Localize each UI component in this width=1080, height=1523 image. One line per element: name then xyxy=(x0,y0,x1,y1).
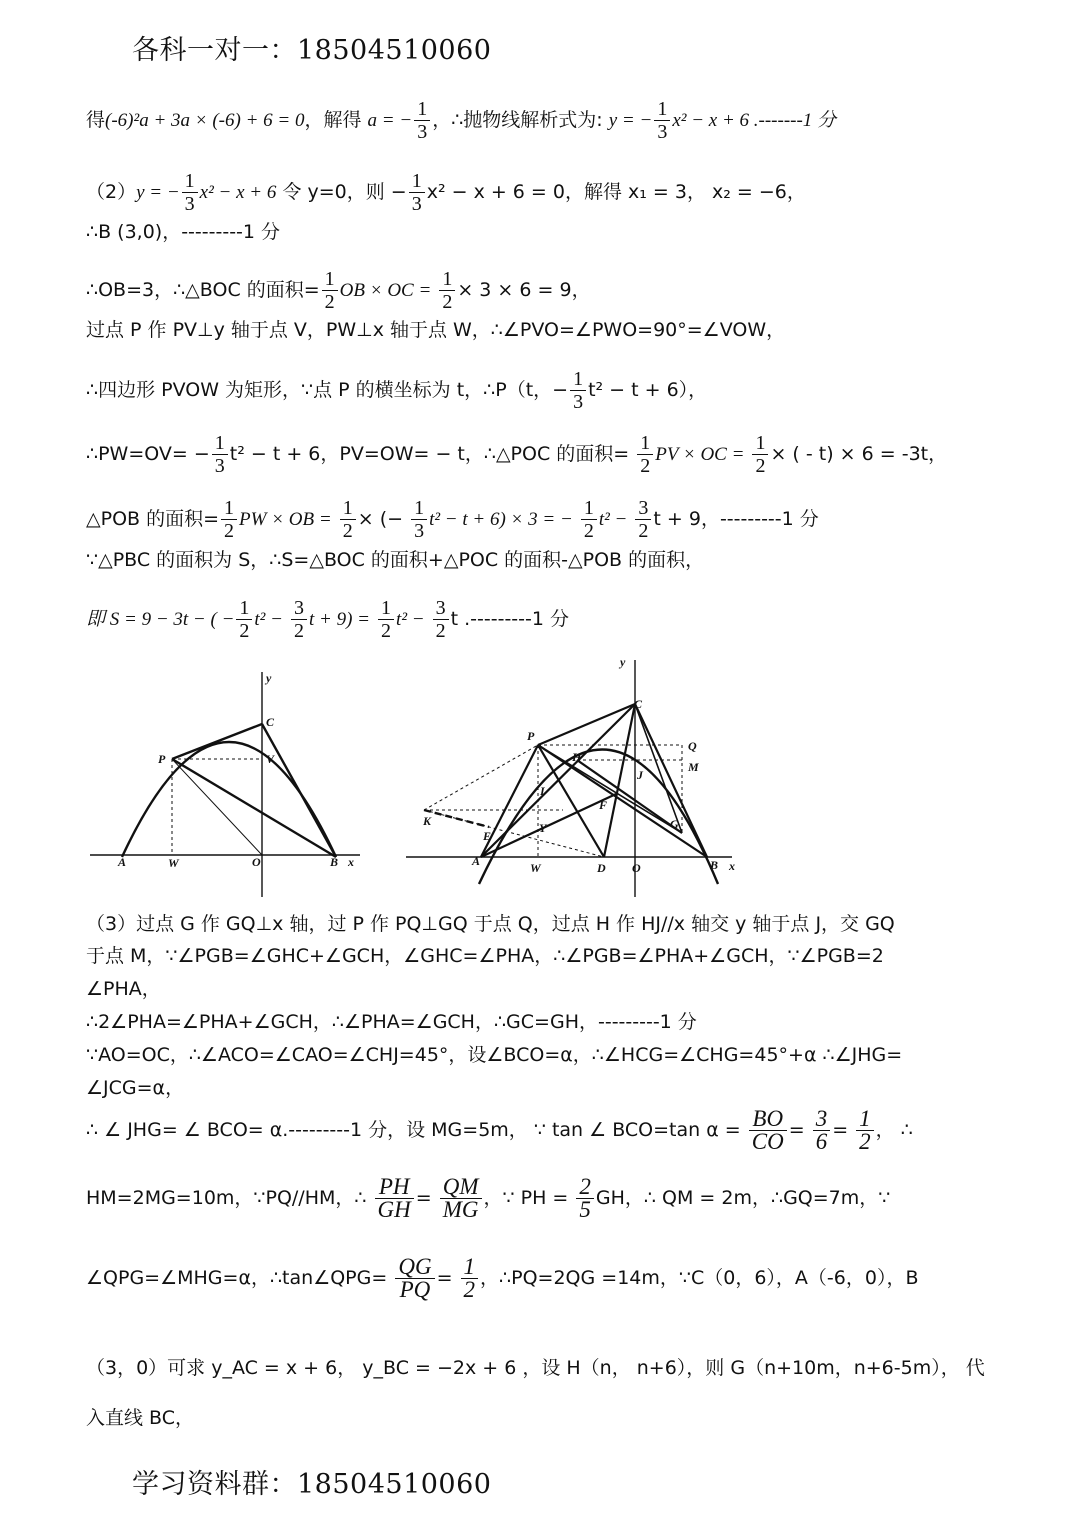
fig2-segment-af xyxy=(481,794,616,857)
fig2-label-f: F xyxy=(599,798,608,812)
fig2-label-w: W xyxy=(530,861,541,875)
fig1-label-b: B xyxy=(330,855,339,869)
fig1-label-w: W xyxy=(168,856,179,870)
fig2-label-h: H xyxy=(572,750,582,764)
fig1-label-y: y xyxy=(266,671,272,685)
fig2-label-g: G xyxy=(670,817,679,831)
fig1-segment-po xyxy=(172,759,262,855)
part3-line-10: （3，0）可求 y_AC = x + 6， y_BC = −2x + 6 ，设 H（n， n+6），则 G（n+10m，n+6-5m）， 代 xyxy=(86,1357,985,1379)
fig1-label-p: P xyxy=(158,752,166,766)
fig1-segment-cb xyxy=(262,724,336,857)
solution-line-3: ∴B (3,0)，---------1 分 xyxy=(86,221,281,243)
solution-line-1: 得(-6)²a + 3a × (-6) + 6 = 0，解得 a = − $\frac{1}{3}$ ，∴抛物线解析式为: y = − $\frac{1}{3}$ x² − x + 6 .-------1 分 xyxy=(86,98,837,143)
fig1-label-a: A xyxy=(118,855,127,869)
fig2-label-p: P xyxy=(527,729,535,743)
figure-2 xyxy=(406,660,732,897)
fig2-label-a: A xyxy=(472,854,481,868)
fig2-label-m: M xyxy=(688,760,699,774)
solution-line-10: 即 S = 9 − 3t − ( − $\frac{1}{2}$ t² − $\frac{3}{2}$ t + 9) = $\frac{1}{2}$ t² − $\frac{3}{2}$ t .---------1 分 xyxy=(86,597,570,642)
solution-line-7: ∴PW=OV= − $\frac{1}{3}$ t² − t + 6，PV=OW= − t，∴△POC 的面积= $\frac{1}{2}$ PV × OC = $\frac{1}{2}$ × ( - t) × 6 = -3t， xyxy=(86,432,948,477)
fig2-label-y-point: Y xyxy=(539,821,547,835)
part3-line-11: 入直线 BC， xyxy=(86,1407,195,1429)
fig2-label-d: D xyxy=(597,861,606,875)
fig2-segment-ke xyxy=(424,810,489,827)
part3-line-7: ∴ ∠ JHG= ∠ BCO= α.---------1 分，设 MG=5m， ∵ tan ∠ BCO=tan α = $\frac{BO}{CO}$ = $\frac{3}{6}$ = $\frac{1}{2}$ ， ∴ xyxy=(86,1106,913,1154)
fig2-label-i: I xyxy=(540,784,545,798)
fig2-segment-cd xyxy=(604,704,635,857)
footer-contact-bottom: 学习资料群：18504510060 xyxy=(132,1469,492,1500)
part3-line-3: ∠PHA， xyxy=(86,978,161,1000)
fig1-label-c: C xyxy=(266,715,275,729)
solution-line-2: （2）y = − $\frac{1}{3}$ x² − x + 6 令 y=0，则 − $\frac{1}{3}$ x² − x + 6 = 0，解得 x₁ = 3， x₂ = −6， xyxy=(86,170,806,215)
part3-line-9: ∠QPG=∠MHG=α，∴tan∠QPG= $\frac{QG}{PQ}$ = $\frac{1}{2}$ ，∴PQ=2QG =14m，∵C（0，6），A（-6，0），B xyxy=(86,1254,919,1302)
part3-line-4: ∴2∠PHA=∠PHA+∠GCH，∴∠PHA=∠GCH，∴GC=GH，---------1 分 xyxy=(86,1011,697,1033)
solution-line-9: ∵△PBC 的面积为 S，∴S=△BOC 的面积+△POC 的面积-△POB 的面积， xyxy=(86,549,705,571)
fig1-label-o: O xyxy=(252,855,261,869)
part3-line-8: HM=2MG=10m，∵PQ//HM，∴ $\frac{PH}{GH}$ = $\frac{QM}{MG}$ ，∵ PH = $\frac{2}{5}$ GH，∴ QM = 2m，∴GQ=7m，∵ xyxy=(86,1174,891,1222)
solution-line-4: ∴OB=3，∴△BOC 的面积= $\frac{1}{2}$ OB × OC = $\frac{1}{2}$ × 3 × 6 = 9， xyxy=(86,268,591,313)
fig1-label-x: x xyxy=(348,855,354,869)
solution-line-8: △POB 的面积= $\frac{1}{2}$ PW × OB = $\frac{1}{2}$ × (− $\frac{1}{3}$ t² − t + 6) × 3 = − $\frac{1}{2}$ t² − $\frac{3}{2}$ t + 9，---------1 分 xyxy=(86,497,819,542)
fig2-label-k: K xyxy=(423,814,432,828)
fig2-label-q: Q xyxy=(688,739,697,753)
geometry-figures xyxy=(84,652,754,902)
fig2-label-y: y xyxy=(620,655,626,669)
figure-1 xyxy=(90,672,360,897)
fig2-label-e: E xyxy=(483,829,492,843)
part3-line-1: （3）过点 G 作 GQ⊥x 轴，过 P 作 PQ⊥GQ 于点 Q，过点 H 作 HJ//x 轴交 y 轴于点 J，交 GQ xyxy=(86,913,895,935)
fig2-segment-pd-thin xyxy=(538,745,604,857)
header-contact-top: 各科一对一：18504510060 xyxy=(132,35,492,66)
solution-line-5: 过点 P 作 PV⊥y 轴于点 V，PW⊥x 轴于点 W，∴∠PVO=∠PWO=90°=∠VOW， xyxy=(86,319,786,341)
part3-line-2: 于点 M，∵∠PGB=∠GHC+∠GCH，∠GHC=∠PHA，∴∠PGB=∠PHA+∠GCH，∵∠PGB=2 xyxy=(86,945,884,967)
fig2-segment-pc xyxy=(538,704,635,745)
fig2-label-x: x xyxy=(729,859,735,873)
fig1-label-v: V xyxy=(266,752,275,766)
fig1-segment-pc xyxy=(172,724,262,759)
part3-line-5: ∵AO=OC，∴∠ACO=∠CAO=∠CHJ=45°，设∠BCO=α，∴∠HCG=∠CHG=45°+α ∴∠JHG= xyxy=(86,1044,903,1066)
part3-line-6: ∠JCG=α， xyxy=(86,1077,185,1099)
fig2-label-b: B xyxy=(710,858,719,872)
solution-line-6: ∴四边形 PVOW 为矩形，∵点 P 的横坐标为 t，∴P（t，− $\frac{1}{3}$ t² − t + 6）， xyxy=(86,368,708,413)
fig2-label-c: C xyxy=(634,697,643,711)
fig2-label-j: J xyxy=(637,768,643,782)
fig2-label-o: O xyxy=(632,861,641,875)
